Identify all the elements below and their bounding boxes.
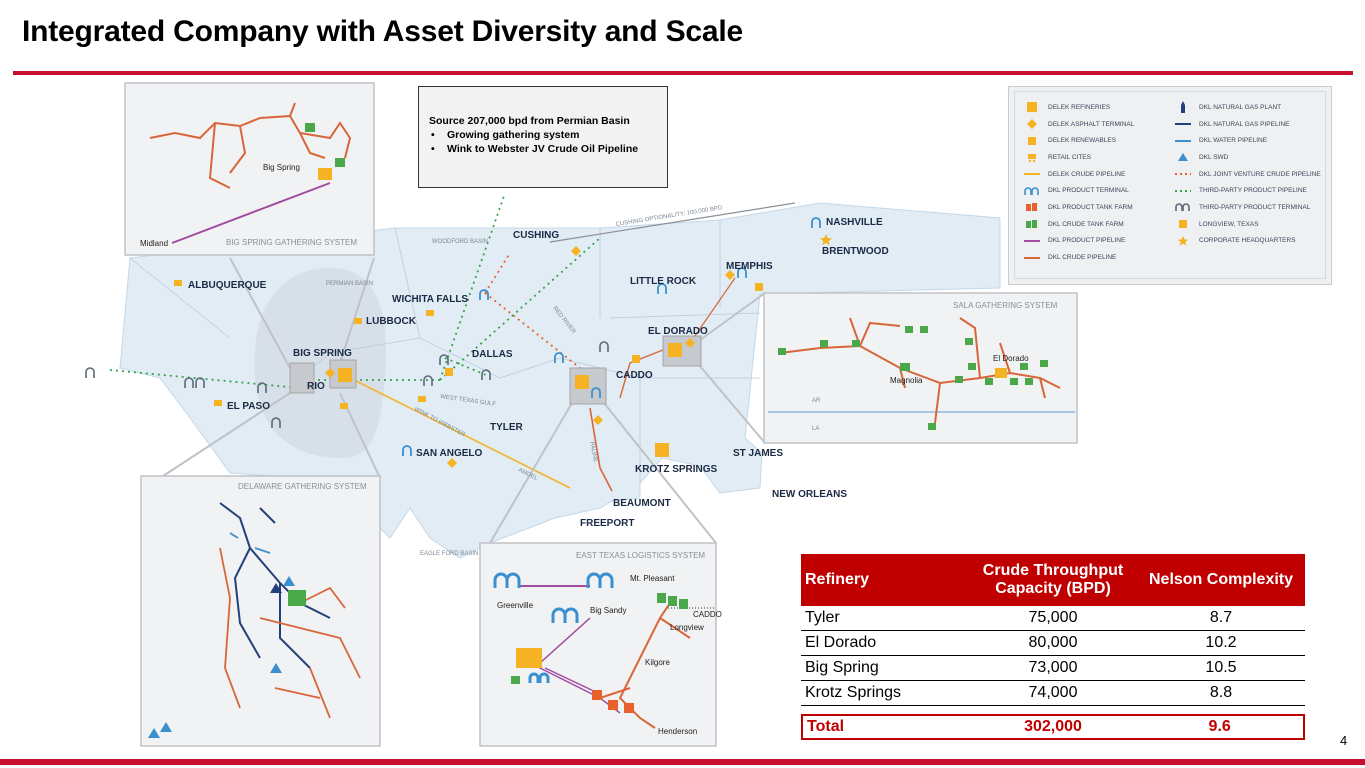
- legend-item: [1021, 166, 1134, 183]
- page-number: 4: [1340, 733, 1348, 748]
- renewables-icon: [1021, 135, 1043, 147]
- legend-label: DELEK REFINERIES: [1048, 103, 1111, 111]
- pipeline-label: WINK TO WEBSTER: [413, 406, 467, 439]
- basin-label: WOODFORD BASIN: [432, 239, 489, 245]
- refinery-icon: [668, 343, 682, 357]
- city-label: LITTLE ROCK: [630, 276, 697, 287]
- cell-complexity: 8.7: [1209, 609, 1233, 626]
- table-row: [801, 681, 1305, 706]
- pipeline-label: WEST TEXAS GULF: [439, 394, 497, 408]
- legend-item: [1021, 132, 1134, 149]
- header-capacity: Crude Throughput Capacity (BPD): [982, 562, 1124, 597]
- inset-city-label: Greenville: [497, 601, 534, 610]
- legend-item: [1021, 182, 1134, 199]
- table-row: [801, 606, 1305, 631]
- legend-item: [1021, 216, 1134, 233]
- gas-plant-icon: [1172, 100, 1194, 114]
- callout-bullet: • Wink to Webster JV Crude Oil Pipeline: [429, 143, 657, 155]
- legend-label: DKL PRODUCT PIPELINE: [1048, 237, 1126, 245]
- cell-refinery: El Dorado: [805, 634, 877, 651]
- cell-refinery: Tyler: [805, 609, 840, 626]
- legend-label: LONGVIEW, TEXAS: [1199, 220, 1259, 228]
- cart-icon: [214, 400, 222, 406]
- city-label: CADDO: [616, 370, 653, 381]
- legend-label: THIRD-PARTY PRODUCT PIPELINE: [1199, 187, 1307, 195]
- legend-label: RETAIL CITES: [1048, 153, 1091, 161]
- legend-label: DKL CRUDE TANK FARM: [1048, 220, 1124, 228]
- city-label: BRENTWOOD: [822, 246, 889, 257]
- pipeline-label: AMDEL: [517, 467, 539, 482]
- city-label: ST JAMES: [733, 448, 784, 459]
- refinery-icon: [655, 443, 669, 457]
- city-label: SAN ANGELO: [416, 448, 483, 459]
- legend-item: [1172, 99, 1321, 116]
- table-row: [801, 631, 1305, 656]
- legend-item: [1172, 233, 1321, 250]
- legend-label: DKL CRUDE PIPELINE: [1048, 254, 1117, 262]
- line-icon: [1021, 171, 1043, 177]
- city-label: CUSHING: [513, 230, 560, 241]
- map-legend: [1008, 86, 1332, 285]
- dotted-line-icon: [1172, 171, 1194, 177]
- cell-complexity: 8.8: [1209, 684, 1233, 701]
- cell-complexity: 10.2: [1205, 634, 1237, 651]
- legend-item: [1172, 199, 1321, 216]
- line-icon: [1021, 238, 1043, 244]
- city-label: EL PASO: [227, 401, 270, 412]
- cell-refinery: Krotz Springs: [805, 684, 902, 701]
- total-capacity: 302,000: [1024, 718, 1082, 735]
- inset-city-label: Henderson: [658, 727, 698, 736]
- inset-city-label: CADDO: [693, 610, 722, 619]
- city-label: FREEPORT: [580, 518, 635, 529]
- inset-city-label: Big Spring: [263, 163, 300, 172]
- legend-label: DELEK ASPHALT TERMINAL: [1048, 120, 1135, 128]
- basin-label: PERMIAN BASIN: [326, 281, 374, 287]
- terminal-icon: [1021, 186, 1043, 196]
- city-label: WICHITA FALLS: [392, 294, 469, 305]
- cart-icon: [354, 318, 362, 324]
- inset-title: BIG SPRING GATHERING SYSTEM: [226, 238, 357, 247]
- cart-icon: [340, 403, 348, 409]
- city-label: DALLAS: [472, 349, 513, 360]
- callout-list: [429, 129, 657, 155]
- legend-column-right: [1172, 99, 1321, 249]
- callout-heading: Source 207,000 bpd from Permian Basin: [429, 115, 630, 127]
- legend-label: DELEK CRUDE PIPELINE: [1048, 170, 1126, 178]
- page-title: Integrated Company with Asset Diversity and Scale: [22, 15, 743, 48]
- city-label: NASHVILLE: [826, 217, 883, 228]
- renewables-icon: [755, 283, 763, 291]
- basin-label: EAGLE FORD BASIN: [420, 551, 479, 557]
- legend-item: [1021, 116, 1134, 133]
- legend-item: [1172, 166, 1321, 183]
- cell-capacity: 75,000: [1028, 609, 1078, 626]
- legend-label: DKL PRODUCT TERMINAL: [1048, 187, 1129, 195]
- refinery-icon: [575, 375, 589, 389]
- line-icon: [1021, 255, 1043, 261]
- legend-label: CORPORATE HEADQUARTERS: [1199, 237, 1296, 245]
- legend-item: [1172, 132, 1321, 149]
- dotted-line-icon: [1172, 188, 1194, 194]
- legend-column-left: [1021, 99, 1134, 266]
- legend-item: [1172, 149, 1321, 166]
- legend-label: DKL JOINT VENTURE CRUDE PIPELINE: [1199, 170, 1321, 178]
- inset-city-label: AR: [812, 398, 821, 404]
- header-refinery: Refinery: [805, 571, 870, 588]
- star-icon: [1172, 235, 1194, 247]
- legend-item: [1172, 216, 1321, 233]
- city-label: NEW ORLEANS: [772, 489, 847, 500]
- legend-label: DELEK RENEWABLES: [1048, 137, 1117, 145]
- tank-icon: [1021, 202, 1043, 212]
- legend-item: [1021, 199, 1134, 216]
- terminal-icon: [1172, 202, 1194, 212]
- inset-city-label: Magnolia: [890, 376, 923, 385]
- city-label: LUBBOCK: [366, 316, 416, 327]
- refinery-table: [801, 554, 1305, 740]
- legend-item: [1021, 249, 1134, 266]
- inset-city-label: LA: [812, 426, 820, 432]
- cushing-optionality-label: CUSHING OPTIONALITY: 100,000 BPD: [615, 205, 723, 228]
- inset-city-label: Mt. Pleasant: [630, 574, 675, 583]
- city-label: BEAUMONT: [613, 498, 671, 509]
- permian-basin-shape: [254, 268, 386, 458]
- legend-label: DKL NATURAL GAS PIPELINE: [1199, 120, 1290, 128]
- cell-capacity: 74,000: [1028, 684, 1078, 701]
- legend-label: DKL WATER PIPELINE: [1199, 137, 1268, 145]
- city-label: MEMPHIS: [726, 261, 773, 272]
- permian-callout: [418, 86, 668, 188]
- inset-big-spring: [125, 83, 374, 255]
- pipeline-label: PALINE: [588, 441, 599, 463]
- table-row: [801, 656, 1305, 681]
- city-label: EL DORADO: [648, 326, 708, 337]
- cart-icon: [1021, 151, 1043, 163]
- header-complexity: Nelson Complexity: [1148, 571, 1294, 588]
- legend-label: DKL PRODUCT TANK FARM: [1048, 203, 1133, 211]
- inset-city-label: Midland: [140, 239, 169, 248]
- title-rule: [13, 71, 1353, 75]
- legend-item: [1021, 99, 1134, 116]
- terminal-icon: [86, 368, 94, 378]
- legend-item: [1172, 182, 1321, 199]
- triangle-icon: [1172, 152, 1194, 162]
- city-label: BIG SPRING: [293, 348, 352, 359]
- cart-icon: [418, 396, 426, 402]
- city-label: RIO: [307, 381, 325, 392]
- legend-label: DKL SWD: [1199, 153, 1229, 161]
- inset-sala: [764, 293, 1077, 443]
- legend-item: [1021, 233, 1134, 250]
- river-label: RED RIVER: [551, 305, 577, 335]
- city-label: ALBUQUERQUE: [188, 280, 267, 291]
- inset-east-texas: [480, 543, 722, 746]
- renewables-icon: [632, 355, 640, 363]
- legend-item: [1172, 116, 1321, 133]
- table-total-row: [801, 714, 1305, 740]
- line-icon: [1172, 138, 1194, 144]
- cart-icon: [174, 280, 182, 286]
- cart-icon: [426, 310, 434, 316]
- table-header: [801, 554, 1305, 606]
- city-label: KROTZ SPRINGS: [635, 464, 718, 475]
- tank-icon: [1021, 219, 1043, 229]
- legend-label: DKL NATURAL GAS PLANT: [1199, 103, 1282, 111]
- line-icon: [1172, 121, 1194, 127]
- legend-item: [1021, 149, 1134, 166]
- inset-city-label: Big Sandy: [590, 606, 627, 615]
- square-icon: [1172, 218, 1194, 230]
- inset-title: DELAWARE GATHERING SYSTEM: [238, 482, 367, 491]
- cell-capacity: 73,000: [1028, 659, 1078, 676]
- inset-title: SALA GATHERING SYSTEM: [953, 301, 1058, 310]
- legend-label: THIRD-PARTY PRODUCT TERMINAL: [1199, 203, 1311, 211]
- total-complexity: 9.6: [1208, 718, 1231, 735]
- inset-city-label: Kilgore: [645, 658, 670, 667]
- total-label: Total: [807, 718, 845, 735]
- renewables-icon: [445, 368, 453, 376]
- cell-complexity: 10.5: [1205, 659, 1237, 676]
- diamond-icon: [1021, 118, 1043, 130]
- refinery-icon: [1021, 101, 1043, 113]
- refinery-icon: [338, 368, 352, 382]
- footer-rule: [0, 759, 1365, 765]
- callout-bullet: • Growing gathering system: [429, 129, 657, 141]
- inset-city-label: El Dorado: [993, 354, 1029, 363]
- inset-city-label: Longview: [670, 623, 704, 632]
- cell-refinery: Big Spring: [805, 659, 879, 676]
- city-label: TYLER: [490, 422, 523, 433]
- inset-delaware: [141, 476, 380, 746]
- cell-capacity: 80,000: [1028, 634, 1078, 651]
- inset-title: EAST TEXAS LOGISTICS SYSTEM: [576, 551, 706, 560]
